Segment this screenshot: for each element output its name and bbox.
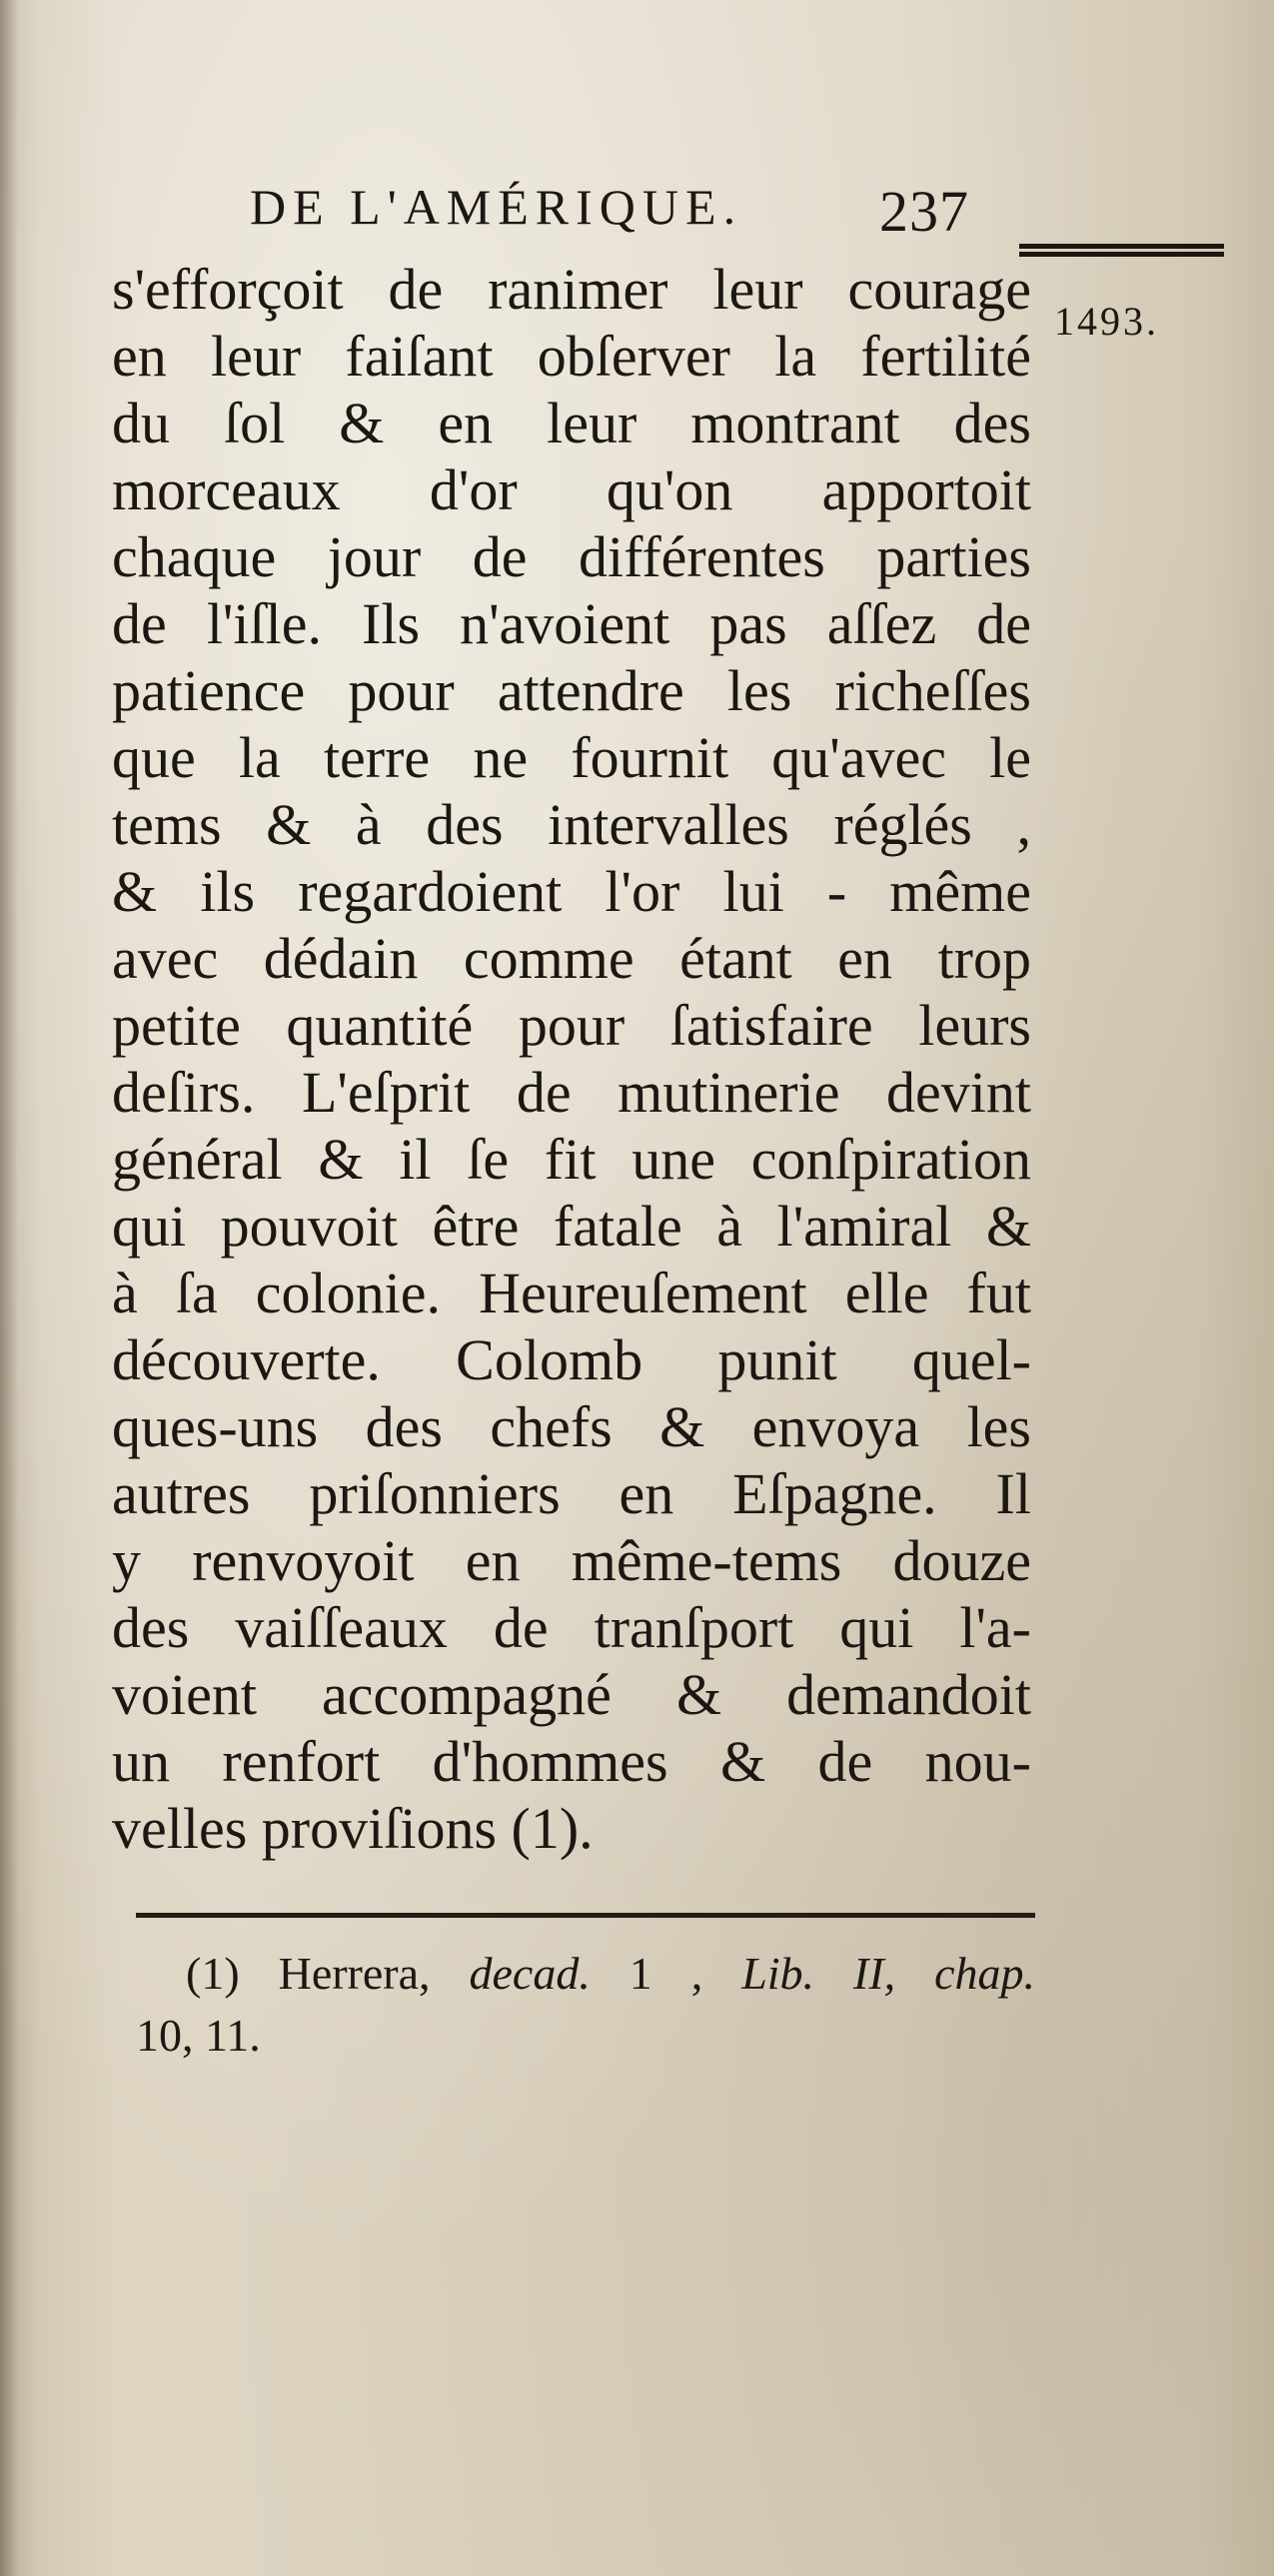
footnote-decad-label: decad. [469, 1948, 591, 1999]
body-line: patience pour attendre les richeſſes [112, 658, 1031, 723]
body-line: général & il ſe fit une conſpiration [112, 1127, 1031, 1192]
page-number: 237 [879, 179, 969, 244]
body-line: morceaux d'or qu'on apportoit [112, 457, 1031, 522]
body-line: qui pouvoit être fatale à l'amiral & [112, 1194, 1031, 1259]
body-line: avec dédain comme étant en trop [112, 926, 1031, 991]
body-line: autres priſonniers en Eſpagne. Il [112, 1461, 1031, 1526]
footnote-rule [136, 1913, 1035, 1918]
footnote [136, 1943, 1035, 2067]
footnote-decad-number: 1 , [629, 1948, 703, 1999]
footnote-chap-label: chap. [934, 1948, 1036, 1999]
body-line: petite quantité pour ſatisfaire leurs [112, 993, 1031, 1058]
margin-year-note: 1493. [1054, 299, 1159, 344]
body-line: un renfort d'hommes & de nou- [112, 1729, 1031, 1794]
footnote-line [136, 1943, 1035, 2005]
body-line: à ſa colonie. Heureuſement elle fut [112, 1261, 1031, 1325]
body-line: du ſol & en leur montrant des [112, 391, 1031, 455]
body-line: deſirs. L'eſprit de mutinerie devint [112, 1060, 1031, 1125]
body-line: de l'iſle. Ils n'avoient pas aſſez de [112, 591, 1031, 656]
body-line: découverte. Colomb punit quel- [112, 1327, 1031, 1392]
footnote-marker: (1) [186, 1948, 240, 1999]
body-line: voient accompagné & demandoit [112, 1662, 1031, 1727]
body-line: ques-uns des chefs & envoya les [112, 1394, 1031, 1459]
body-line: que la terre ne fournit qu'avec le [112, 725, 1031, 790]
footnote-line [136, 2005, 1035, 2067]
body-line: tems & à des intervalles réglés , [112, 792, 1031, 857]
body-line: chaque jour de différentes parties [112, 524, 1031, 589]
footnote-lib-label: Lib. II, [741, 1948, 896, 1999]
body-line: des vaiſſeaux de tranſport qui l'a- [112, 1595, 1031, 1660]
margin-rule [1019, 244, 1224, 257]
footnote-author: Herrera, [278, 1948, 431, 1999]
running-head [0, 178, 1039, 248]
footnote-chapters: 10, 11. [136, 2010, 261, 2061]
body-line: s'efforçoit de ranimer leur courage [112, 257, 1031, 322]
body-line: y renvoyoit en même-tems douze [112, 1528, 1031, 1593]
body-line: & ils regardoient l'or lui - même [112, 859, 1031, 924]
body-text [112, 256, 1031, 1862]
running-head-title: DE L'AMÉRIQUE. [250, 179, 743, 235]
body-line: en leur faiſant obſerver la fertilité [112, 324, 1031, 389]
body-line: velles proviſions (1). [112, 1796, 594, 1861]
